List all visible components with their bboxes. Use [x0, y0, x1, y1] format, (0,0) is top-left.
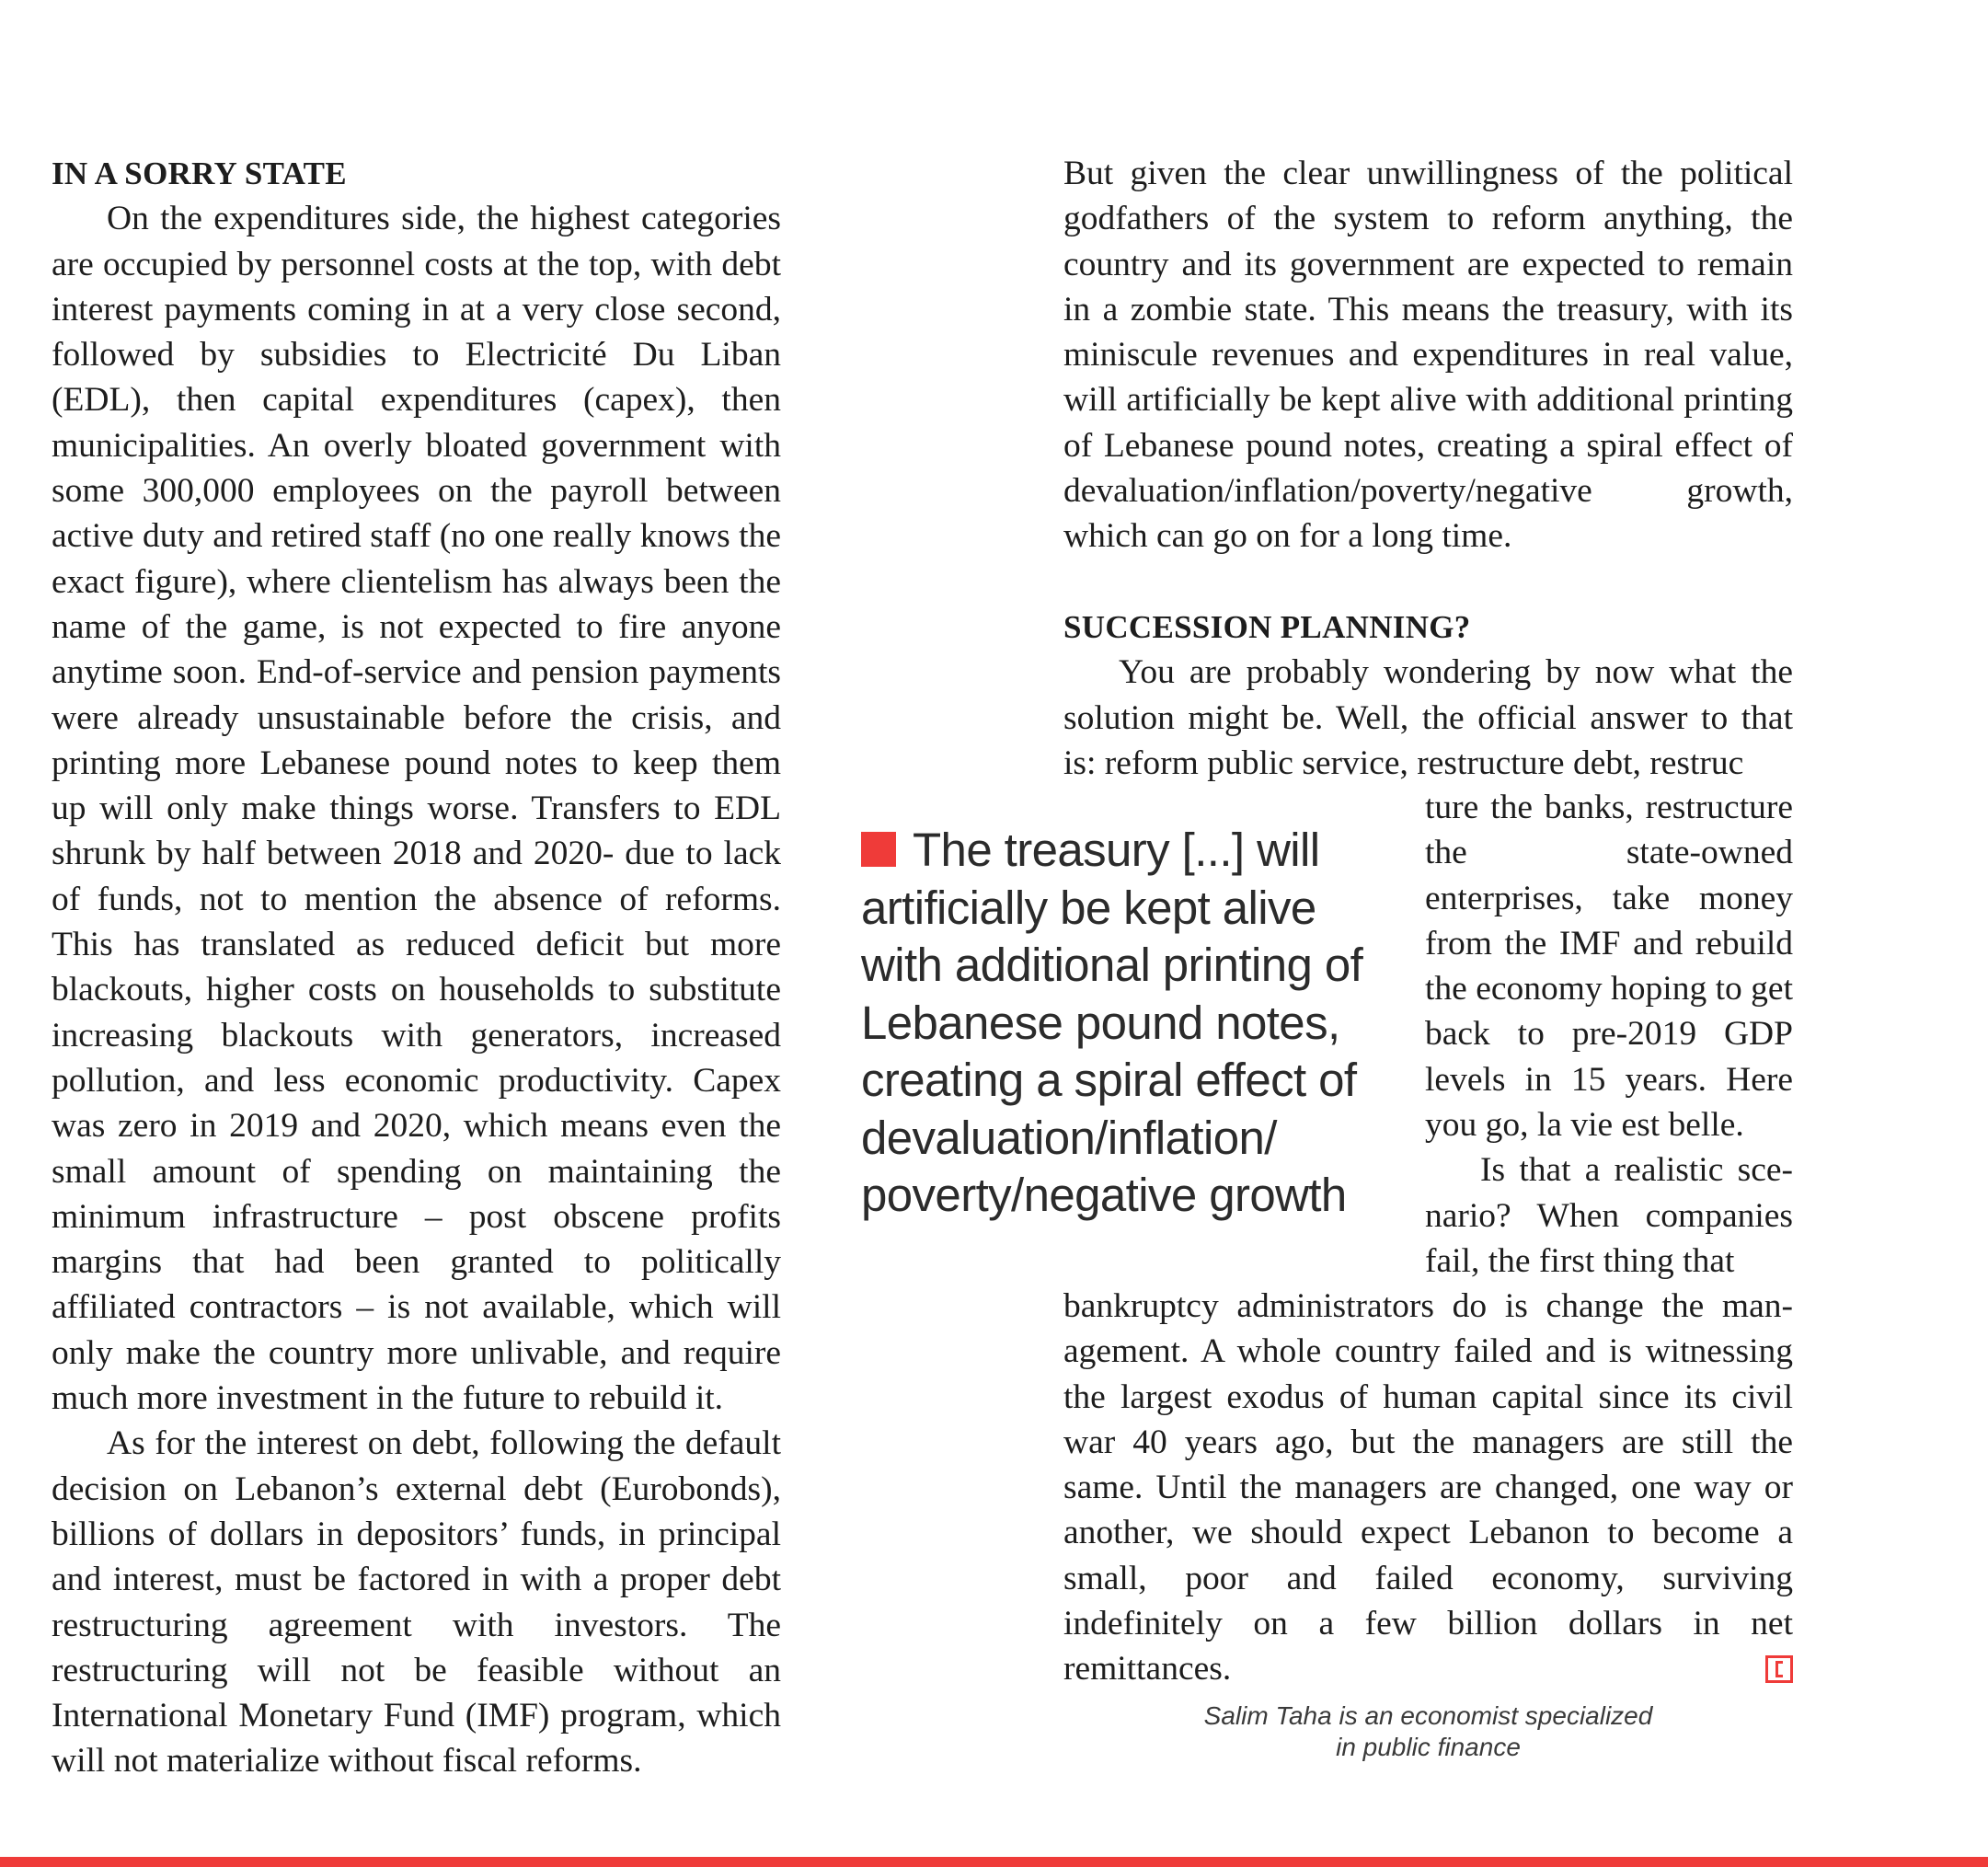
section-heading-sorry-state: IN A SORRY STATE: [52, 156, 347, 191]
body-paragraph: On the expenditures side, the highest categories are occupied by personnel costs at the top, with debt interest payments coming in at a very close second, followed by subsidies to Electricité Du Liban (EDL), then capital expenditures (capex), then municipalities. An overly bloated government with some 300,000 employees on the payroll between active duty and retired staff (no one really knows the exact figure), where clientelism has always been the name of the game, is not expected to fire anyone anytime soon. End-of-service and pension payments were already unsustainable before the crisis, and printing more Lebanese pound notes to keep them up will only make things worse. Transfers to EDL shrunk by half between 2018 and 2020- due to lack of funds, not to mention the absence of reforms. This has translated as reduced deficit but more blackouts, higher costs on households to substitute increasing blackouts with generators, increased pollution, and less economic productivity. Capex was zero in 2019 and 2020, which means even the small amount of spending on maintaining the minimum infrastructure – post obscene profits margins that had been granted to politically affiliated contractors – is not available, which will only make the country more unlivable, and require much more investment in the future to rebuild it.: [52, 200, 781, 1418]
right-column-top: [1063, 151, 1793, 786]
pull-quote: [861, 822, 1385, 1225]
body-paragraph: Is that a realistic scenario? When companies fail, the first thing that: [1425, 1151, 1793, 1280]
executive-logo-end-mark-icon: [1765, 1655, 1793, 1683]
paragraph-gap: [1063, 559, 1793, 605]
right-column-bottom: [1063, 1284, 1793, 1692]
body-paragraph-continued: ture the banks, restructure the state-owned enterprises, take money from the IMF and rebuild the economy hoping to get back to pre-2019 GDP levels in 15 years. Here you go, la vie est belle.: [1425, 789, 1793, 1145]
right-column-narrow: [1425, 785, 1793, 1284]
left-column: [52, 151, 781, 1784]
pull-quote-text: The treasury [...] will artificially be kept alive with additional printing of Lebanese pound notes, creating a spiral effect of devaluation/inflation/ poverty/negative growth: [861, 824, 1363, 1221]
body-paragraph: As for the interest on debt, following the default decision on Lebanon’s external debt (Eurobonds), billions of dollars in depositors’ funds, in principal and interest, must be factored in with a proper debt restructuring agreement with investors. The restructuring will not be feasible without an International Monetary Fund (IMF) program, which will not materialize without fiscal reforms.: [52, 1424, 781, 1781]
section-heading-succession-planning: SUCCESSION PLANNING?: [1063, 608, 1471, 645]
byline-line-1: Salim Taha is an economist specialized: [1203, 1701, 1653, 1730]
body-paragraph-continued: [1063, 1284, 1793, 1692]
red-square-icon: [861, 832, 896, 867]
bottom-accent-rule: [0, 1857, 1988, 1867]
body-paragraph: But given the clear unwillingness of the political godfathers of the system to reform anything, the country and its government are expected to remain in a zombie state. This means the treasury, with its miniscule revenues and expenditures in real value, will artificially be kept alive with additional printing of Lebanese pound notes, creating a spiral effect of devaluation/inflation/poverty/negative growth, which can go on for a long time.: [1063, 155, 1793, 556]
author-byline: [1063, 1700, 1793, 1763]
byline-line-2: in public finance: [1336, 1733, 1521, 1761]
body-paragraph-text: bankruptcy administrators do is change the management. A whole country failed and is witnessing the largest exodus of human capital since its civil war 40 years ago, but the managers are still the same. Until the managers are changed, one way or another, we should expect Lebanon to become a small, poor and failed economy, surviving indefinitely on a few billion dollars in net remittances.: [1063, 1287, 1793, 1688]
body-paragraph: You are probably wondering by now what the solution might be. Well, the official answer to that is: reform public service, restructure debt, restruc: [1063, 653, 1793, 782]
